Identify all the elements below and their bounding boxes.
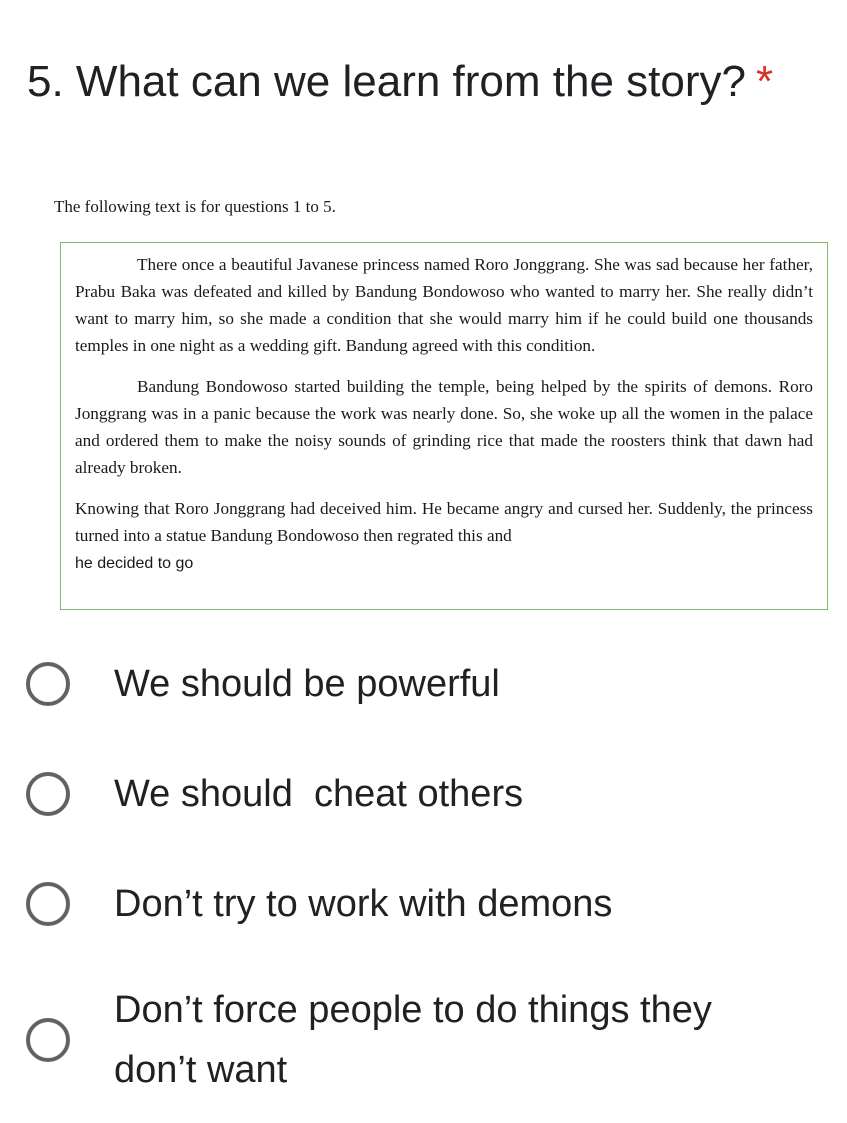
required-asterisk: * — [755, 57, 774, 106]
option-label[interactable]: Don’t force people to do things they don’t want — [114, 989, 712, 1091]
answer-option[interactable] — [0, 654, 847, 714]
passage-text-box — [60, 242, 828, 610]
passage-paragraph-2: Bandung Bondowoso started building the temple, being helped by the spirits of demons. Roro Jonggrang was in a panic because the work was nearly done. So, she woke up all the women in the palace and ordered them to make the noisy sounds of grinding rice that made the roosters think that dawn had already broken. — [75, 377, 813, 477]
question-title — [27, 52, 773, 112]
radio-button[interactable] — [26, 662, 70, 706]
option-label[interactable]: Don’t try to work with demons — [114, 883, 613, 925]
passage-image — [50, 188, 840, 618]
passage-paragraph-3-tail: he decided to go — [75, 555, 194, 572]
radio-button[interactable] — [26, 772, 70, 816]
radio-button[interactable] — [26, 1018, 70, 1062]
option-label[interactable]: We should cheat others — [114, 773, 524, 815]
passage-paragraph-3-text: Knowing that Roro Jonggrang had deceived him. He became angry and cursed her. Suddenly, the princess turned into a statue Bandung Bondowoso then regrated this and — [75, 499, 813, 545]
radio-button[interactable] — [26, 882, 70, 926]
passage-paragraph-3 — [75, 495, 813, 577]
answer-option[interactable] — [0, 764, 847, 824]
answer-option[interactable] — [0, 980, 847, 1105]
option-label[interactable]: We should be powerful — [114, 663, 500, 705]
question-text: 5. What can we learn from the story? — [27, 57, 746, 106]
answer-option[interactable] — [0, 874, 847, 934]
passage-paragraph-1: There once a beautiful Javanese princess named Roro Jonggrang. She was sad because her father, Prabu Baka was defeated and killed by Bandung Bondowoso who wanted to marry her. She really didn’t want to marry him, so she made a condition that she would marry him if he could build one thousands temples in one night as a wedding gift. Bandung agreed with this condition. — [75, 255, 813, 355]
passage-intro: The following text is for questions 1 to 5. — [54, 197, 336, 216]
